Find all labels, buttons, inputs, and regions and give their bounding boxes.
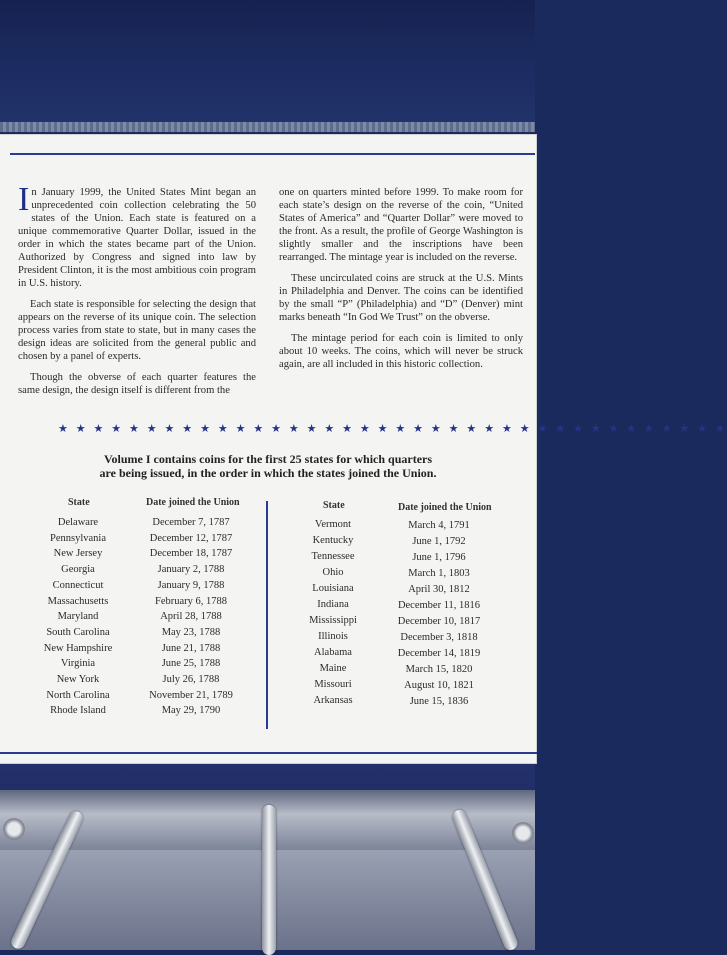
left-state-cell: Rhode Island	[50, 705, 106, 717]
left-state-cell: Georgia	[61, 564, 95, 576]
left-date-cell: May 23, 1788	[161, 626, 221, 638]
left-state-cell: New Jersey	[53, 548, 103, 560]
page-bottom-rule	[0, 752, 537, 754]
star-divider: ★ ★ ★ ★ ★ ★ ★ ★ ★ ★ ★ ★ ★ ★ ★ ★ ★ ★ ★ ★ ★ ★ ★ ★ ★ ★ ★ ★ ★ ★ ★ ★ ★ ★ ★ ★ ★ ★	[58, 422, 727, 435]
left-date-cell: December 12, 1787	[149, 532, 233, 544]
right-paragraph-2: These uncirculated coins are struck at the U.S. Mints in Philadelphia and Denver. The coins can be identified by the small “P” (Philadelphia) and “D” (Denver) mint marks beneath “In God We Trust” on the obverse.	[279, 273, 523, 323]
right-state-cell: Missouri	[314, 679, 352, 691]
left-state-cell: Pennsylvania	[50, 532, 106, 544]
right-state-cell: Ohio	[322, 567, 344, 579]
left-date-cell: January 2, 1788	[157, 564, 225, 576]
right-state-cell: Illinois	[318, 631, 348, 643]
right-date-cell: March 15, 1820	[405, 664, 473, 676]
left-state-cell: Delaware	[57, 517, 99, 528]
volume-intro-line-2: are being issued, in the order in which the states joined the Union.	[99, 466, 437, 480]
left-state-cell: Massachusetts	[47, 595, 109, 607]
right-state-cell: Mississippi	[309, 615, 357, 627]
left-date-cell: December 18, 1787	[149, 548, 233, 560]
left-date-cell: June 25, 1788	[161, 658, 221, 670]
left-state-cell: Virginia	[60, 658, 96, 670]
left-paragraph-3: Though the obverse of each quarter features the same design, the design itself is different from the	[18, 372, 256, 396]
left-header-state: State	[68, 497, 90, 508]
left-date-cell: February 6, 1788	[154, 595, 228, 607]
right-header-date: Date joined the Union	[398, 502, 492, 513]
right-paragraph-1: one on quarters minted before 1999. To make room for each state’s design on the reverse of the coin, “United States of America” and “Quarter Dollar” were moved to the front. As a result, the profile of George Washington is slightly smaller and the inscriptions have been rearranged. The mintage year is included on the reverse.	[279, 187, 523, 263]
right-date-cell: December 11, 1816	[397, 600, 481, 612]
binder-cover-top	[0, 0, 535, 125]
left-date-cell: July 26, 1788	[162, 674, 220, 685]
left-date-cell: November 21, 1789	[149, 689, 233, 701]
table-divider	[266, 501, 268, 729]
right-date-cell: June 15, 1836	[409, 696, 469, 708]
left-text-column	[18, 181, 256, 405]
right-state-cell: Maine	[319, 663, 347, 675]
binder-ring-center	[262, 805, 276, 955]
left-date-cell: December 7, 1787	[152, 517, 230, 528]
right-date-cell: March 4, 1791	[408, 520, 470, 531]
right-state-cell: Louisiana	[312, 583, 354, 595]
right-paragraph-3: The mintage period for each coin is limited to only about 10 weeks. The coins, which will never be struck again, are all included in this historic collection.	[279, 333, 523, 370]
left-state-cell: New Hampshire	[43, 642, 113, 654]
drop-cap: I	[18, 181, 30, 218]
right-date-cell: August 10, 1821	[404, 680, 474, 692]
left-header-date: Date joined the Union	[146, 497, 240, 508]
page-top-rule	[10, 153, 535, 155]
right-state-cell: Indiana	[317, 599, 349, 611]
left-date-cell: April 28, 1788	[160, 611, 222, 623]
right-state-cell: Tennessee	[311, 551, 355, 563]
volume-intro-line-1: Volume I contains coins for the first 25 states for which quarters	[103, 452, 433, 466]
left-date-cell: January 9, 1788	[157, 579, 225, 591]
left-paragraph-1	[18, 181, 256, 290]
right-state-cell: Kentucky	[312, 535, 354, 547]
right-date-cell: June 1, 1792	[412, 536, 466, 548]
right-text-column	[279, 186, 523, 379]
right-date-cell: December 14, 1819	[397, 648, 481, 660]
left-state-cell: Maryland	[57, 611, 99, 623]
rivet-left	[3, 818, 25, 840]
volume-intro	[68, 452, 468, 480]
left-date-cell: May 29, 1790	[161, 705, 221, 717]
right-header-state: State	[323, 500, 345, 511]
right-date-cell: April 30, 1812	[408, 584, 470, 596]
right-state-cell: Vermont	[314, 519, 352, 530]
right-date-cell: December 3, 1818	[400, 632, 478, 644]
left-state-cell: New York	[56, 674, 100, 685]
left-state-cell: Connecticut	[52, 579, 104, 591]
right-date-cell: June 1, 1796	[412, 552, 466, 564]
right-state-cell: Alabama	[314, 647, 352, 659]
left-date-cell: June 21, 1788	[161, 642, 221, 654]
left-state-cell: North Carolina	[46, 689, 110, 701]
right-state-cell: Arkansas	[313, 695, 353, 707]
rivet-right	[512, 822, 534, 844]
binder-edge-strip	[0, 122, 535, 132]
collection-page	[0, 134, 727, 764]
right-date-cell: December 10, 1817	[397, 616, 481, 628]
left-paragraph-2: Each state is responsible for selecting the design that appears on the reverse of its unique coin. The selection process varies from state to state, but in many cases the design ideas are solicited from the general public and chosen by a panel of experts.	[18, 299, 256, 362]
left-state-cell: South Carolina	[46, 626, 110, 638]
right-date-cell: March 1, 1803	[408, 568, 470, 580]
left-paragraph-1-text: n January 1999, the United States Mint began an unprecedented coin collection celebrating the 50 states of the Union. Each state is featured on a unique commemorative Quarter Dollar, issued in the order in which the states became part of the Union. Authorized by Congress and signed into law by President Clinton, it is the most ambitious coin program in U.S. history.	[18, 187, 256, 289]
